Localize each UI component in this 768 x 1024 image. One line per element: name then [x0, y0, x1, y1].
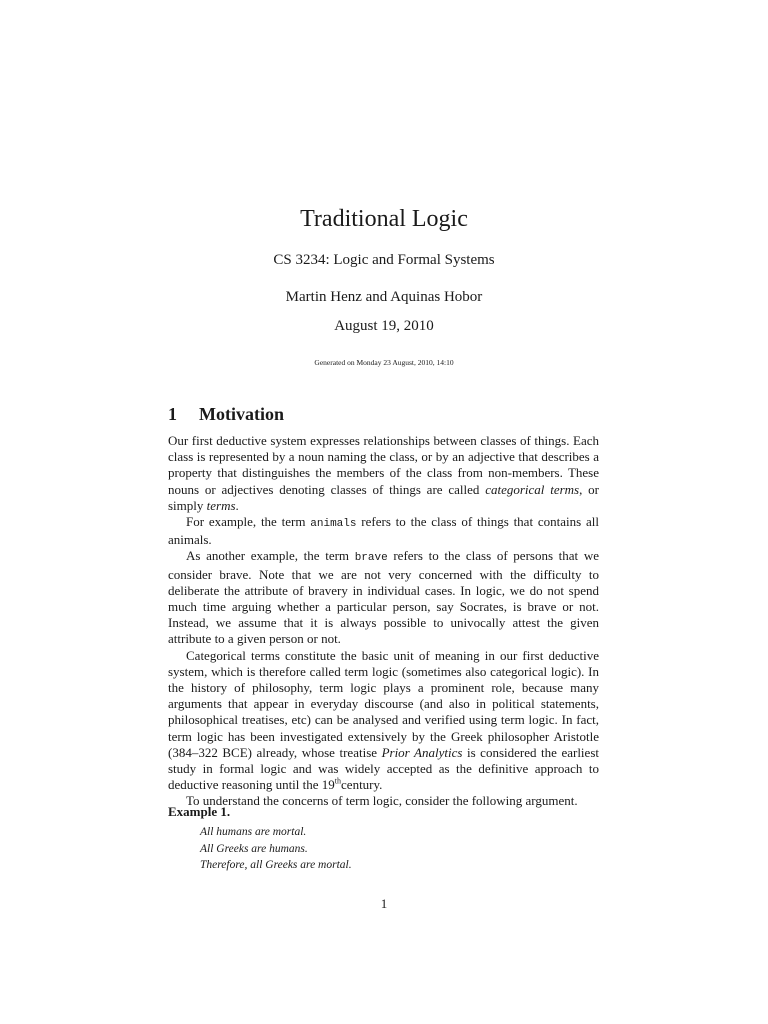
emphasis-title: Prior Analytics [381, 744, 463, 760]
paragraph-2 [168, 514, 599, 548]
course-subtitle: CS 3234: Logic and Formal Systems [273, 252, 495, 268]
code-term: animals [310, 518, 357, 531]
paragraph-text: As another example, the term [186, 548, 355, 564]
paragraph-text: refers to the class of things that contains all animals. [168, 514, 599, 548]
document-date: August 19, 2010 [334, 318, 434, 334]
paragraph-text: century. [341, 777, 383, 793]
generated-note: Generated on Monday 23 August, 2010, 14:10 [314, 358, 454, 367]
page-number: 1 [380, 896, 388, 911]
section-heading [168, 403, 284, 425]
paragraph-text: To understand the concerns of term logic, consider the following argument. [186, 793, 578, 809]
paragraph-text: Categorical terms constitute the basic unit of meaning in our first deductive system, which is therefore called term logic (sometimes also categorical logic). In the history of philosophy, term logic plays a prominent role, because many arguments that appear in everyday discourse (and also in political statements, philosophical treatises, etc) can be analysed and verified using term logic. In fact, term logic has been investigated extensively by the Greek philosopher Aristotle (384–322 BCE) already, whose treatise [168, 647, 599, 760]
document-title: Traditional Logic [300, 206, 468, 232]
paragraph-text: is considered the earliest study in formal logic and was widely accepted as the definitive approach to deductive reasoning until the 19 [168, 744, 599, 793]
paragraph-text: , or simply [168, 481, 599, 513]
emphasis-term: categorical terms [485, 481, 580, 497]
paragraph-text: . [235, 497, 239, 513]
paragraph-4 [168, 648, 599, 794]
section-title: Motivation [199, 404, 284, 424]
section-number: 1 [168, 404, 177, 424]
example-body [200, 824, 352, 874]
example-heading: Example 1. [168, 804, 231, 819]
paragraph-3 [168, 548, 599, 647]
emphasis-term: terms [206, 497, 236, 513]
authors: Martin Henz and Aquinas Hobor [285, 289, 483, 305]
paragraph-text: refers to the class of persons that we consider brave. Note that we are not very concerned with the difficulty to deliberate the attribute of bravery in individual cases. In logic, we do not spend much time arguing whether a particular person, say Socrates, is brave or not. Instead, we assume that it is always possible to univocally attest the given attribute to a given person or not. [168, 548, 599, 647]
superscript: th [334, 776, 342, 786]
paragraph-1 [168, 433, 599, 514]
code-term: brave [354, 552, 388, 565]
section-body [168, 433, 599, 810]
example-line: All humans are mortal. [200, 826, 307, 838]
paragraph-5 [168, 793, 599, 809]
paragraph-text: Our first deductive system expresses relationships between classes of things. Each class is represented by a noun naming the class, or by an adjective that describes a property that distinguishes the members of the class from non-members. These nouns or adjectives denoting classes of things are called [168, 433, 599, 497]
example-line: Therefore, all Greeks are mortal. [200, 859, 352, 871]
paragraph-text: For example, the term [186, 514, 311, 530]
example-line: All Greeks are humans. [200, 842, 308, 855]
